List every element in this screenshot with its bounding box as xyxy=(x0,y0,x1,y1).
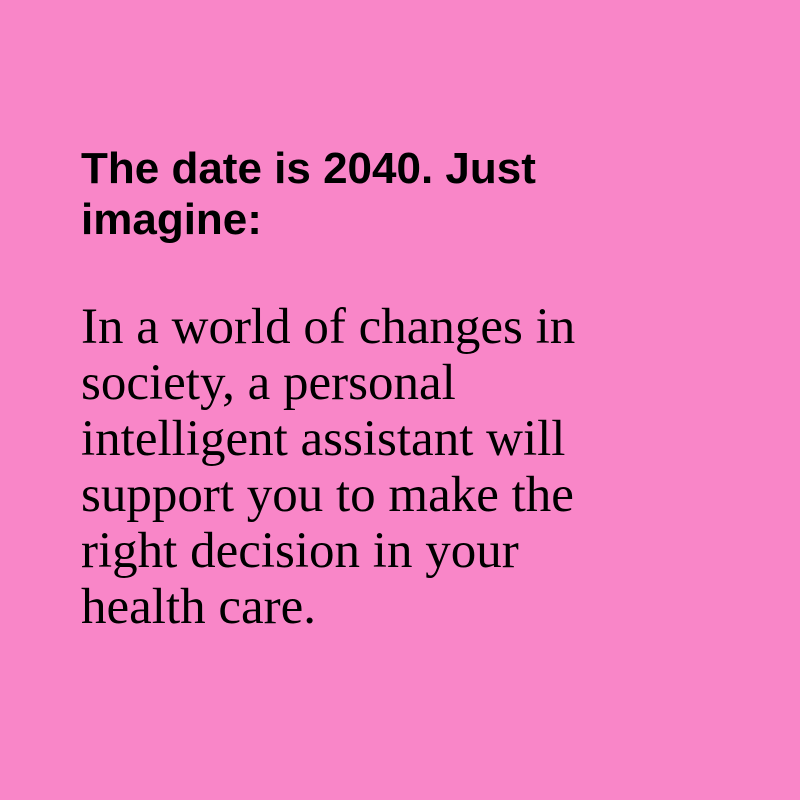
body-line: health care. xyxy=(81,579,317,635)
body-line: society, a personal xyxy=(81,355,456,411)
body-paragraph xyxy=(81,299,721,635)
body-line: support you to make the xyxy=(81,467,574,523)
headline-line: imagine: xyxy=(81,195,262,244)
headline-line: The date is 2040. Just xyxy=(81,144,536,193)
body-line: right decision in your xyxy=(81,523,519,579)
body-line: In a world of changes in xyxy=(81,299,576,355)
headline xyxy=(81,143,741,245)
body-line: intelligent assistant will xyxy=(81,411,566,467)
